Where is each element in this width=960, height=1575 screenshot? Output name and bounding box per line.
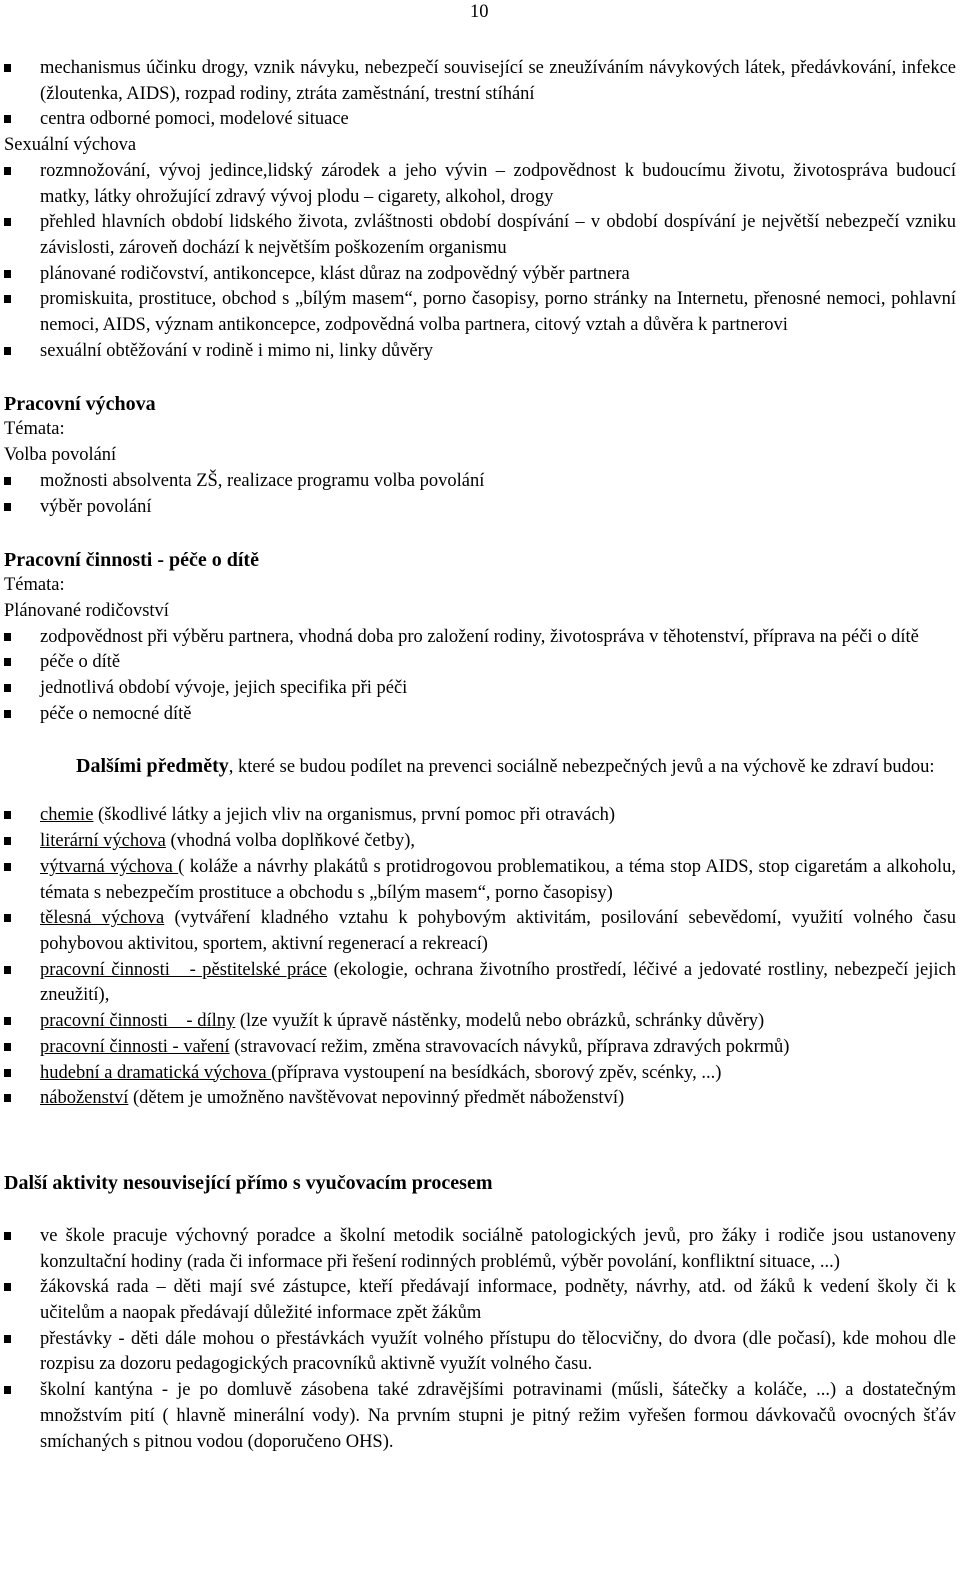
subheading-planned-parenthood: Plánované rodičovství: [4, 600, 169, 621]
list-item: plánované rodičovství, antikoncepce, klást důraz na zodpovědný výběr partnera: [4, 262, 956, 288]
subject-desc: (vhodná volba doplňkové četby),: [165, 831, 416, 852]
subject-name: literární výchova: [40, 831, 166, 852]
list-item: [4, 803, 956, 829]
list-item: rozmnožování, vývoj jedince,lidský zárodek a jeho vývin – zodpovědnost k budoucímu životu, životospráva budoucí matky, látky ohrožující zdravý vývoj plodu – cigarety, alkohol, drogy: [4, 159, 956, 210]
child-care-list: [4, 625, 956, 728]
subject-name: výtvarná výchova: [40, 856, 179, 877]
topics-label: Témata:: [4, 419, 65, 440]
other-subjects-list: [4, 803, 956, 1111]
list-item: přehled hlavních období lidského života, zvláštnosti období dospívání – v období dospívání je největší nebezpečí vzniku závislosti, zároveň dochází k největším poškozením organismu: [4, 210, 956, 261]
subject-desc: (stravovací režim, změna stravovacích návyků, příprava zdravých pokrmů): [229, 1036, 790, 1057]
document-body: [4, 56, 956, 1455]
list-item: péče o dítě: [4, 650, 956, 676]
sex-education-list: [4, 159, 956, 365]
subject-name: pracovní činnosti - vaření: [40, 1036, 230, 1057]
list-item: [4, 1061, 956, 1087]
list-item: zodpovědnost při výběru partnera, vhodná doba pro založení rodiny, životospráva v těhotenství, příprava na péči o dítě: [4, 625, 956, 651]
topics-label: Témata:: [4, 575, 65, 596]
list-item: možnosti absolventa ZŠ, realizace programu volba povolání: [4, 469, 956, 495]
other-activities-list: [4, 1224, 956, 1455]
list-item: [4, 855, 956, 906]
subject-desc: ( koláže a návrhy plakátů s protidrogovou problematikou, a téma stop AIDS, stop cigaretám a alkoholu, témata s nebezpečím prostituce a obchodu s „bílým masem“, porno časopisy): [40, 856, 956, 903]
subject-name: náboženství: [40, 1088, 129, 1109]
subject-desc: (dětem je umožněno navštěvovat nepovinný předmět náboženství): [128, 1088, 625, 1109]
list-item: [4, 1035, 956, 1061]
subject-name: pracovní činnosti - pěstitelské práce: [40, 959, 327, 980]
other-subjects-bold: Dalšími předměty: [76, 755, 229, 778]
subject-desc: (ekologie, ochrana životního prostředí, léčivé a jedovaté rostliny, nebezpečí jejich zneužití),: [40, 959, 956, 1006]
list-item: péče o nemocné dítě: [4, 702, 956, 728]
subject-desc: (vytváření kladného vztahu k pohybovým aktivitám, posilování sebevědomí, využití volného času pohybovou aktivitou, sportem, aktivní regenerací a rekreací): [40, 908, 956, 954]
list-item: [4, 906, 956, 957]
subject-desc: (lze využít k úpravě nástěnky, modelů nebo obrázků, schránky důvěry): [235, 1011, 765, 1032]
list-item: výběr povolání: [4, 495, 956, 521]
list-item: [4, 1086, 956, 1112]
subject-desc: (příprava vystoupení na besídkách, sborový zpěv, scénky, ...): [271, 1062, 722, 1083]
subject-name: chemie: [40, 805, 94, 826]
list-item: centra odborné pomoci, modelové situace: [4, 107, 956, 133]
section-title-work-education: Pracovní výchova: [4, 393, 156, 416]
list-item: žákovská rada – děti mají své zástupce, kteří předávají informace, podněty, návrhy, atd. od žáků k vedení školy či k učitelům a naopak předávají důležité informace zpět žákům: [4, 1275, 956, 1326]
list-item: ve škole pracuje výchovný poradce a školní metodik sociálně patologických jevů, pro žáky i rodiče jsou ustanoveny konzultační hodiny (rada či informace při řešení rodinných problémů, výběr povolání, konfliktní situace, ...): [4, 1224, 956, 1275]
list-item: přestávky - děti dále mohou o přestávkách využít volného přístupu do tělocvičny, do dvora (dle počasí), kde mohou dle rozpisu za dozoru pedagogických pracovníků aktivně využít volného času.: [4, 1327, 956, 1378]
subject-desc: (škodlivé látky a jejich vliv na organismus, první pomoc při otravách): [93, 805, 616, 826]
subject-name: hudební a dramatická výchova: [40, 1062, 272, 1083]
subject-name: tělesná výchova: [40, 908, 165, 929]
section-title-other-activities: Další aktivity nesouvisející přímo s vyučovacím procesem: [4, 1171, 493, 1194]
other-subjects-intro: [4, 753, 956, 780]
list-item: mechanismus účinku drogy, vznik návyku, nebezpečí související se zneužíváním návykových látek, předávkování, infekce (žloutenka, AIDS), rozpad rodiny, ztráta zaměstnání, trestní stíhání: [4, 56, 956, 107]
list-item: sexuální obtěžování v rodině i mimo ni, linky důvěry: [4, 339, 956, 365]
section-title-child-care: Pracovní činnosti - péče o dítě: [4, 549, 259, 572]
list-item: [4, 958, 956, 1009]
subheading-career-choice: Volba povolání: [4, 445, 117, 466]
list-item: školní kantýna - je po domluvě zásobena také zdravějšími potravinami (műsli, šátečky a koláče, ...) a dostatečným množstvím pití ( hlavně minerální vody). Na prvním stupni je pitný režim vyřešen formou dávkovačů ovocných šťáv smíchaných s pitnou vodou (doporučeno OHS).: [4, 1378, 956, 1455]
other-subjects-rest: , které se budou podílet na prevenci sociálně nebezpečných jevů a na výchově ke zdraví budou:: [228, 757, 935, 778]
list-item: [4, 829, 956, 855]
career-list: [4, 469, 956, 520]
subject-name: pracovní činnosti - dílny: [40, 1011, 236, 1032]
list-item: [4, 1009, 956, 1035]
list-item: jednotlivá období vývoje, jejich specifika při péči: [4, 676, 956, 702]
subheading-sex-education: Sexuální výchova: [4, 135, 137, 156]
drug-topics-list: [4, 56, 956, 133]
list-item: promiskuita, prostituce, obchod s „bílým masem“, porno časopisy, porno stránky na Internetu, přenosné nemoci, pohlavní nemoci, AIDS, význam antikoncepce, zodpovědná volba partnera, citový vztah a důvěra k partnerovi: [4, 287, 956, 338]
page-number: 10: [470, 2, 489, 22]
